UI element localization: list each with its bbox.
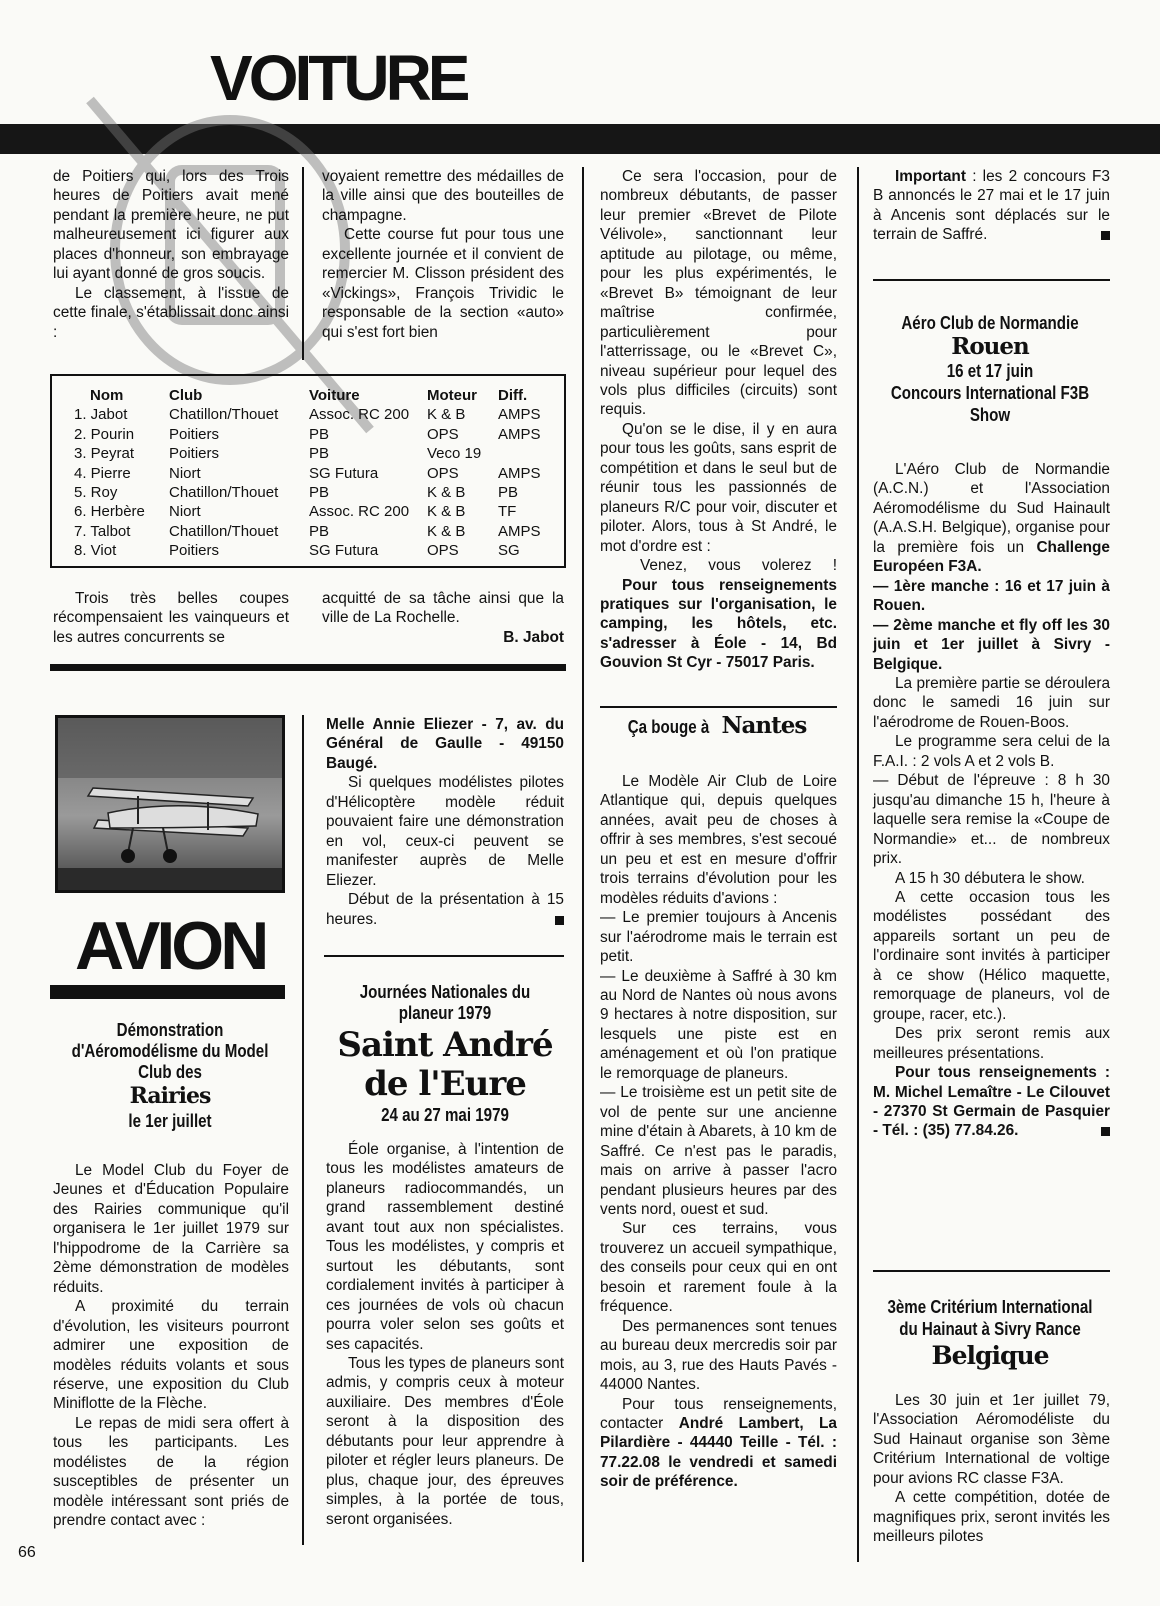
section-rule	[873, 1270, 1110, 1272]
rouen-article: L'Aéro Club de Normandie (A.C.N.) et l'Association Aéromodélisme du Sud Hainault (A.A.S.H. Belgique), organise pour la première fois un Challenge Européen F3A. — 1ère manche : 16 et 17 juin à Rouen. — 2ème manche et fly off les 30 juin et 1er juillet à Sivry - Belgique. La première partie se déroulera donc le samedi 16 juin sur l'aérodrome de Rouen-Boos. Le programme sera celui de la F.A.I. : 2 vols A et 2 vols B. — Début de l'épreuve : 8 h 30 jusqu'au dimanche 15 h, l'heure à laquelle sera remise la «Coupe de Normandie» et... de nombreux prix. A 15 h 30 débutera le show. A cette occasion tous les modélistes possédant des appareils sortant un peu de l'ordinaire sont invités à participer à ce show (Hélico maquette, remorquage de planeurs, vol de groupe, racer, etc.). Des prix seront remis aux meilleures présentations. Pour tous renseignements : M. Michel Lemaître - Le Cilouvet - 27370 St Germain de Pasquier - Tél. : (35) 77.84.26.	[873, 461, 1110, 1140]
table-row	[52, 522, 564, 541]
table-cell: 4. Pierre	[74, 464, 131, 482]
table-cell: Assoc. RC 200	[309, 406, 410, 424]
rairies-article: Le Model Club du Foyer de Jeunes et d'Éducation Populaire des Rairies communique qu'il organisera le 1er juillet 1979 sur l'hippodrome de la Carrière sa 2ème démonstration de modèles réduits. A proximité du terrain d'évolution, les visiteurs pourront admirer une exposition de modèles réduits volants et sous réserve, une exposition du Club Miniflotte de la Flèche. Le repas de midi sera offert à tous les participants. Les modélistes de la région susceptibles de présenter un modèle intéressant sont priés de prendre contact avec :	[53, 1162, 289, 1530]
section-rule	[50, 664, 566, 671]
belgique-heading: 3ème Critérium International du Hainaut à Sivry Rance Belgique	[887, 1297, 1093, 1370]
voiture-col1: de Poitiers qui, lors des Trois heures de Poitiers avait mené pendant la première heure, ne put malheureusement ici figurer aux places d'honneur, son embrayage lui ayant donné de gros soucis. Le classement, à l'issue de cette finale, s'établissait donc ainsi :	[53, 168, 289, 341]
table-cell: Niort	[169, 503, 201, 521]
table-cell: AMPS	[498, 522, 541, 540]
section-rule	[324, 955, 564, 957]
table-cell: Poitiers	[169, 542, 220, 560]
header-nom: Nom	[90, 387, 124, 404]
table-cell: PB	[309, 484, 330, 502]
voiture-col2: voyaient remettre des médailles de la ville ainsi que des bouteilles de champagne. Cette course fut pour tous une excellente journée et il convient de remercier M. Clisson président des «Vickings», François Trividic le responsable de la section «auto» qui s'est fort bien	[322, 168, 564, 341]
table-row	[52, 502, 564, 521]
after-table-left: Trois très belles coupes récompensaient les vainqueurs et les autres concurrents se	[53, 590, 289, 646]
section-rule	[600, 706, 837, 708]
page-number: 66	[18, 1544, 36, 1561]
table-cell: Chatillon/Thouet	[169, 522, 279, 540]
table-cell: Assoc. RC 200	[309, 503, 410, 521]
author-signature: B. Jabot	[503, 628, 564, 646]
end-mark-icon	[555, 916, 564, 925]
column-divider	[857, 167, 859, 1562]
table-cell: Poitiers	[169, 425, 220, 443]
table-cell: OPS	[427, 425, 459, 443]
nantes-heading: Ça bouge à Nantes	[627, 712, 807, 739]
table-cell: 2. Pourin	[74, 425, 135, 443]
table-cell: Veco 19	[427, 445, 482, 463]
table-cell: PB	[309, 522, 330, 540]
biplane-icon	[58, 718, 285, 893]
table-row	[52, 483, 564, 502]
table-cell: PB	[309, 445, 330, 463]
table-cell: AMPS	[498, 406, 541, 424]
table-cell: PB	[498, 484, 519, 502]
table-cell: OPS	[427, 542, 459, 560]
table-cell	[498, 444, 564, 463]
header-club: Club	[169, 387, 203, 404]
table-row	[52, 541, 564, 560]
table-cell: PB	[309, 425, 330, 443]
rairies-heading: Démonstration d'Aéromodélisme du Model Club des Rairies le 1er juillet	[71, 1020, 269, 1131]
table-header-row	[52, 386, 564, 405]
table-cell: K & B	[427, 522, 466, 540]
table-cell: K & B	[427, 503, 466, 521]
col3-article: Ce sera l'occasion, pour de nombreux débutants, de passer leur premier «Brevet de Pilote Vélivole», sanctionnant leur aptitude au pilotage, ou même, pour les plus expérimentés, le «Brevet B» témoignant de leur maîtrise confirmée, particulièrement pour l'atterrissage, ou le «Brevet C», niveau supérieur pour lequel des vols plus difficiles (circuits) sont requis. Qu'on se le dise, il y en aura pour tous les goûts, sans esprit de compétition et dans le seul but de réunir tous les passionnés de planeurs R/C pour voir, discuter et piloter. Alors, tous à St André, le mot d'ordre est : Venez, vous volerez ! Pour tous renseignements pratiques sur l'organisation, le camping, les hôtels, etc. s'adresser à Éole - 14, Bd Gouvion St Cyr - 75017 Paris.	[600, 168, 837, 672]
section-title-avion: AVION	[75, 908, 266, 984]
important-note: Important : les 2 concours F3 B annoncés le 27 mai et le 17 juin à Ancenis sont déplacés sur le terrain de Saffré.	[873, 168, 1110, 244]
table-cell: SG Futura	[309, 542, 379, 560]
table-cell: AMPS	[498, 425, 541, 443]
table-row	[52, 425, 564, 444]
table-cell: OPS	[427, 464, 459, 482]
table-cell: 1. Jabot	[74, 406, 128, 424]
table-cell: TF	[498, 503, 517, 521]
table-cell: 8. Viot	[74, 542, 117, 560]
saint-andre-article: Éole organise, à l'intention de tous les modélistes amateurs de planeurs radiocommandés, un grand rassemblement destiné avant tout aux non spécialistes. Tous les modélistes, y compris et surtout les débutants, sont cordialement invités à participer à ces journées de vols où chacun pourra voler selon ses goûts et ses capacités. Tous les types de planeurs sont admis, y compris ceux à moteur auxiliaire. Des membres d'Éole seront à la disposition des débutants pour leur apprendre à piloter et régler leurs planeurs. De plus, chaque jour, des épreuves simples, à la portée de tous, seront organisées.	[326, 1141, 564, 1528]
biplane-photo	[55, 715, 285, 893]
column-divider	[302, 715, 304, 1545]
header-diff: Diff.	[498, 387, 528, 404]
avion-rule	[50, 985, 285, 999]
table-cell: 3. Peyrat	[74, 445, 135, 463]
after-table-right: acquitté de sa tâche ainsi que la ville de La Rochelle. B. Jabot	[322, 590, 564, 646]
table-row	[52, 405, 564, 424]
results-table	[50, 374, 566, 568]
end-mark-icon	[1101, 231, 1110, 240]
table-cell: AMPS	[498, 464, 541, 482]
table-cell: SG	[498, 542, 520, 560]
table-row	[52, 444, 564, 463]
table-row	[52, 464, 564, 483]
table-cell: Niort	[169, 464, 201, 482]
column-divider	[582, 167, 584, 1562]
baugé-article: Melle Annie Eliezer - 7, av. du Général de Gaulle - 49150 Baugé. Si quelques modélistes pilotes d'Hélicoptère modèle réduit pouvaient faire une démonstration en vol, ceux-ci peuvent se manifester auprès de Melle Eliezer. Début de la présentation à 15 heures.	[326, 716, 564, 928]
belgique-article: Les 30 juin et 1er juillet 79, l'Association Aéromodéliste du Sud Hainaut organise son 3ème Critérium International de voltige pour avions RC classe F3A. A cette compétition, dotée de magnifiques prix, seront invités les meilleurs pilotes	[873, 1392, 1110, 1546]
table-cell: Poitiers	[169, 445, 220, 463]
section-rule	[873, 279, 1110, 281]
column-divider	[302, 167, 304, 360]
table-cell: Chatillon/Thouet	[169, 406, 279, 424]
saint-andre-heading: Journées Nationales du planeur 1979 Saint André de l'Eure 24 au 27 mai 1979	[337, 982, 553, 1125]
table-cell: Chatillon/Thouet	[169, 484, 279, 502]
rouen-heading: Aéro Club de Normandie Rouen 16 et 17 juin Concours International F3B Show	[890, 313, 1090, 425]
header-voiture: Voiture	[309, 387, 360, 404]
table-cell: K & B	[427, 484, 466, 502]
section-title-voiture: VOITURE	[210, 42, 467, 114]
nantes-article: Le Modèle Air Club de Loire Atlantique qui, depuis quelques années, avait peu de choses à offrir à ses membres, s'est secoué un peu et est en mesure d'offrir trois terrains d'évolution pour les modèles réduits d'avions : — Le premier toujours à Ancenis sur l'aérodrome mais le terrain est petit. — Le deuxième à Saffré à 30 km au Nord de Nantes où nous avons 9 hectares à notre disposition, sur lesquels une piste est en aménagement et où l'on pratique le remorquage de planeurs. — Le troisième est un petit site de vol de pente sur une ancienne mine d'étain à Abarets, à 10 km de Saffré. Ce n'est pas le paradis, mais on arrive à passer l'acro pendant plusieurs heures par des vents nord, ouest et sud. Sur ces terrains, vous trouverez un accueil sympathique, des conseils pour ceux qui en ont besoin et rarement foule à la fréquence. Des permanences sont tenues au bureau deux mercredis soir par mois, au 3, rue des Hauts Pavés - 44000 Nantes. Pour tous renseignements, contacter André Lambert, La Pilardière - 44440 Teille - Tél. : 77.22.08 le vendredi et samedi soir de préférence.	[600, 773, 837, 1491]
header-bar	[0, 124, 1160, 154]
end-mark-icon	[1101, 1127, 1110, 1136]
table-cell: SG Futura	[309, 464, 379, 482]
header-moteur: Moteur	[427, 387, 477, 404]
table-cell: 7. Talbot	[74, 522, 131, 540]
table-cell: 6. Herbère	[74, 503, 145, 521]
table-cell: K & B	[427, 406, 466, 424]
table-cell: 5. Roy	[74, 484, 118, 502]
